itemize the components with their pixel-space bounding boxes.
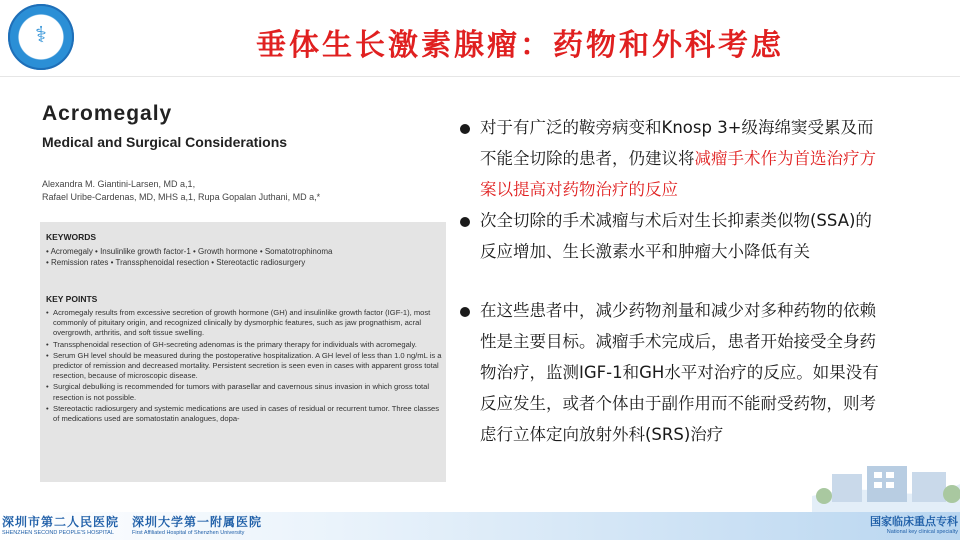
bullet-1-line-2 [480,143,930,174]
bullet-3-line-2: 性是主要目标。减瘤手术完成后，患者开始接受全身药 [480,332,876,351]
bullet-2-line-2: 反应增加、生长激素水平和肿瘤大小降低有关 [480,242,810,261]
hospital-1-logo [2,515,132,539]
bullet-3-line-4: 反应发生，或者个体由于副作用而不能耐受药物，则考 [480,394,876,413]
bullet-1-highlight-b: 案以提高对药物治疗的反应 [480,180,678,199]
bullet-dot-icon [460,307,470,317]
bullet-item-3 [460,295,930,450]
bullet-1-highlight-a: 减瘤手术作为首选治疗方 [694,149,876,168]
paper-title: Acromegaly [42,102,173,125]
caduceus-icon: ⚕ [35,23,47,48]
bullet-3-line-5: 虑行立体定向放射外科(SRS)治疗 [480,425,724,444]
hospital-1-name: 深圳市第二人民医院 [2,515,120,529]
building-graphic [812,456,960,514]
keywords-line-2: • Remission rates • Transsphenoidal resection • Stereotactic radiosurgery [46,258,306,267]
hospital-1-name-en: SHENZHEN SECOND PEOPLE'S HOSPITAL [2,530,114,536]
bullet-1-line-1: 对于有广泛的鞍旁病变和Knosp 3+级海绵窦受累及而 [480,118,874,137]
authors-line-1: Alexandra M. Giantini-Larsen, MD a,1, [42,179,196,189]
key-points-heading: KEY POINTS [46,294,98,304]
bullet-2-line-1: 次全切除的手术减瘤与术后对生长抑素类似物(SSA)的 [480,211,872,230]
specialty-name: 国家临床重点专科 [870,515,958,528]
paper-subtitle: Medical and Surgical Considerations [42,134,288,150]
bullet-dot-icon [460,217,470,227]
key-points-list [46,308,442,425]
specialty-badge [862,515,958,539]
slide-title: 垂体生长激素腺瘤：药物和外科考虑 [256,28,784,63]
key-point-item: • Acromegaly results from excessive secretion of growth hormone (GH) and insulinlike growth factor (IGF-1), most commonly of pituitary origin, and recognized clinically by dysmorphic features, such as jaw prognathism, acral overgrowth, arthritis, and soft tissue swelling. [46,308,442,339]
paper-excerpt-image [40,96,446,482]
keywords-line-1: • Acromegaly • Insulinlike growth factor-1 • Growth hormone • Somatotrophinoma [46,247,333,256]
bullet-list [460,112,930,450]
hospital-2-name: 深圳大学第一附属医院 [132,515,263,529]
specialty-name-en: National key clinical specialty [886,529,958,535]
paper-authors [42,178,320,204]
keywords-heading: KEYWORDS [46,232,97,242]
bullet-dot-icon [460,124,470,134]
hospital-logo [8,4,74,70]
keywords-text [46,246,442,268]
key-point-item: • Serum GH level should be measured during the postoperative hospitalization. A GH level of less than 1.0 ng/mL is a predictor of remission and decreased mortality. Persistent secretion is seen even in cases with apparent gross total resection, because of microscopic disease. [46,351,442,382]
key-point-item: • Transsphenoidal resection of GH-secreting adenomas is the primary therapy for individuals with acromegaly. [46,340,442,350]
authors-line-2: Rafael Uribe-Cardenas, MD, MHS a,1, Rupa Gopalan Juthani, MD a,* [42,192,321,202]
hospital-building-illustration [812,456,960,514]
bullet-3-line-1: 在这些患者中，减少药物剂量和减少对多种药物的依赖 [480,301,876,320]
key-point-item: • Stereotactic radiosurgery and systemic medications are used in cases of residual or recurrent tumor. Three classes of medications used are somatostatin analogues, dopa- [46,404,442,424]
bullet-1-line-2-text: 不能全切除的患者，仍建议将 [480,149,695,168]
header-divider [0,76,960,77]
hospital-2-name-en: First Affiliated Hospital of Shenzhen University [132,530,245,536]
bullet-item-1 [460,112,930,205]
bullet-item-2 [460,205,930,267]
bullet-3-line-3: 物治疗，监测IGF-1和GH水平对治疗的反应。如果没有 [480,363,879,382]
hospital-2-logo [132,515,262,539]
key-point-item: • Surgical debulking is recommended for tumors with parasellar and cavernous sinus invasion in which gross total resection is not possible. [46,382,442,402]
